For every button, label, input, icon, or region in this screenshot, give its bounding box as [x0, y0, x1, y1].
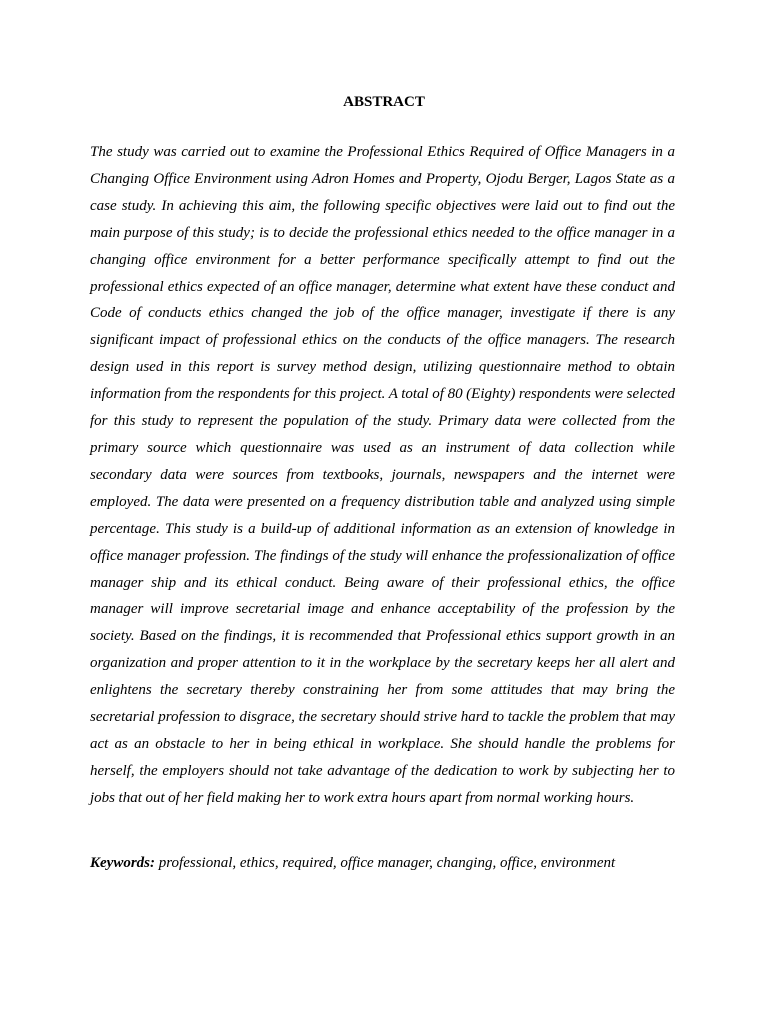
keywords-label: Keywords:	[90, 855, 155, 871]
abstract-body: The study was carried out to examine the Professional Ethics Required of Office Managers in a Changing Office Environment using Adron Homes and Property, Ojodu Berger, Lagos State as a case study. In achieving this aim, the following specific objectives were laid out to find out the main purpose of this study; is to decide the professional ethics needed to the office manager in a changing office environment for a better performance specifically attempt to find out the professional ethics expected of an office manager, determine what extent have these conduct and Code of conducts ethics changed the job of the office manager, investigate if there is any significant impact of professional ethics on the conducts of the office managers. The research design used in this report is survey method design, utilizing questionnaire method to obtain information from the respondents for this project. A total of 80 (Eighty) respondents were selected for this study to represent the population of the study. Primary data were collected from the primary source which questionnaire was used as an instrument of data collection while secondary data were sources from textbooks, journals, newspapers and the internet were employed. The data were presented on a frequency distribution table and analyzed using simple percentage. This study is a build-up of additional information as an extension of knowledge in office manager profession. The findings of the study will enhance the professionalization of office manager ship and its ethical conduct. Being aware of their professional ethics, the office manager will improve secretarial image and enhance acceptability of the profession by the society. Based on the findings, it is recommended that Professional ethics support growth in an organization and proper attention to it in the workplace by the secretary keeps her all alert and enlightens the secretary thereby constraining her from some attitudes that may bring the secretarial profession to disgrace, the secretary should strive hard to tackle the problem that may act as an obstacle to her in being ethical in workplace. She should handle the problems for herself, the employers should not take advantage of the dedication to work by subjecting her to jobs that out of her field making her to work extra hours apart from normal working hours.	[90, 144, 675, 806]
keywords-list: professional, ethics, required, office manager, changing, office, environment	[158, 855, 616, 871]
abstract-heading: ABSTRACT	[343, 94, 425, 110]
keywords-line	[90, 853, 690, 873]
